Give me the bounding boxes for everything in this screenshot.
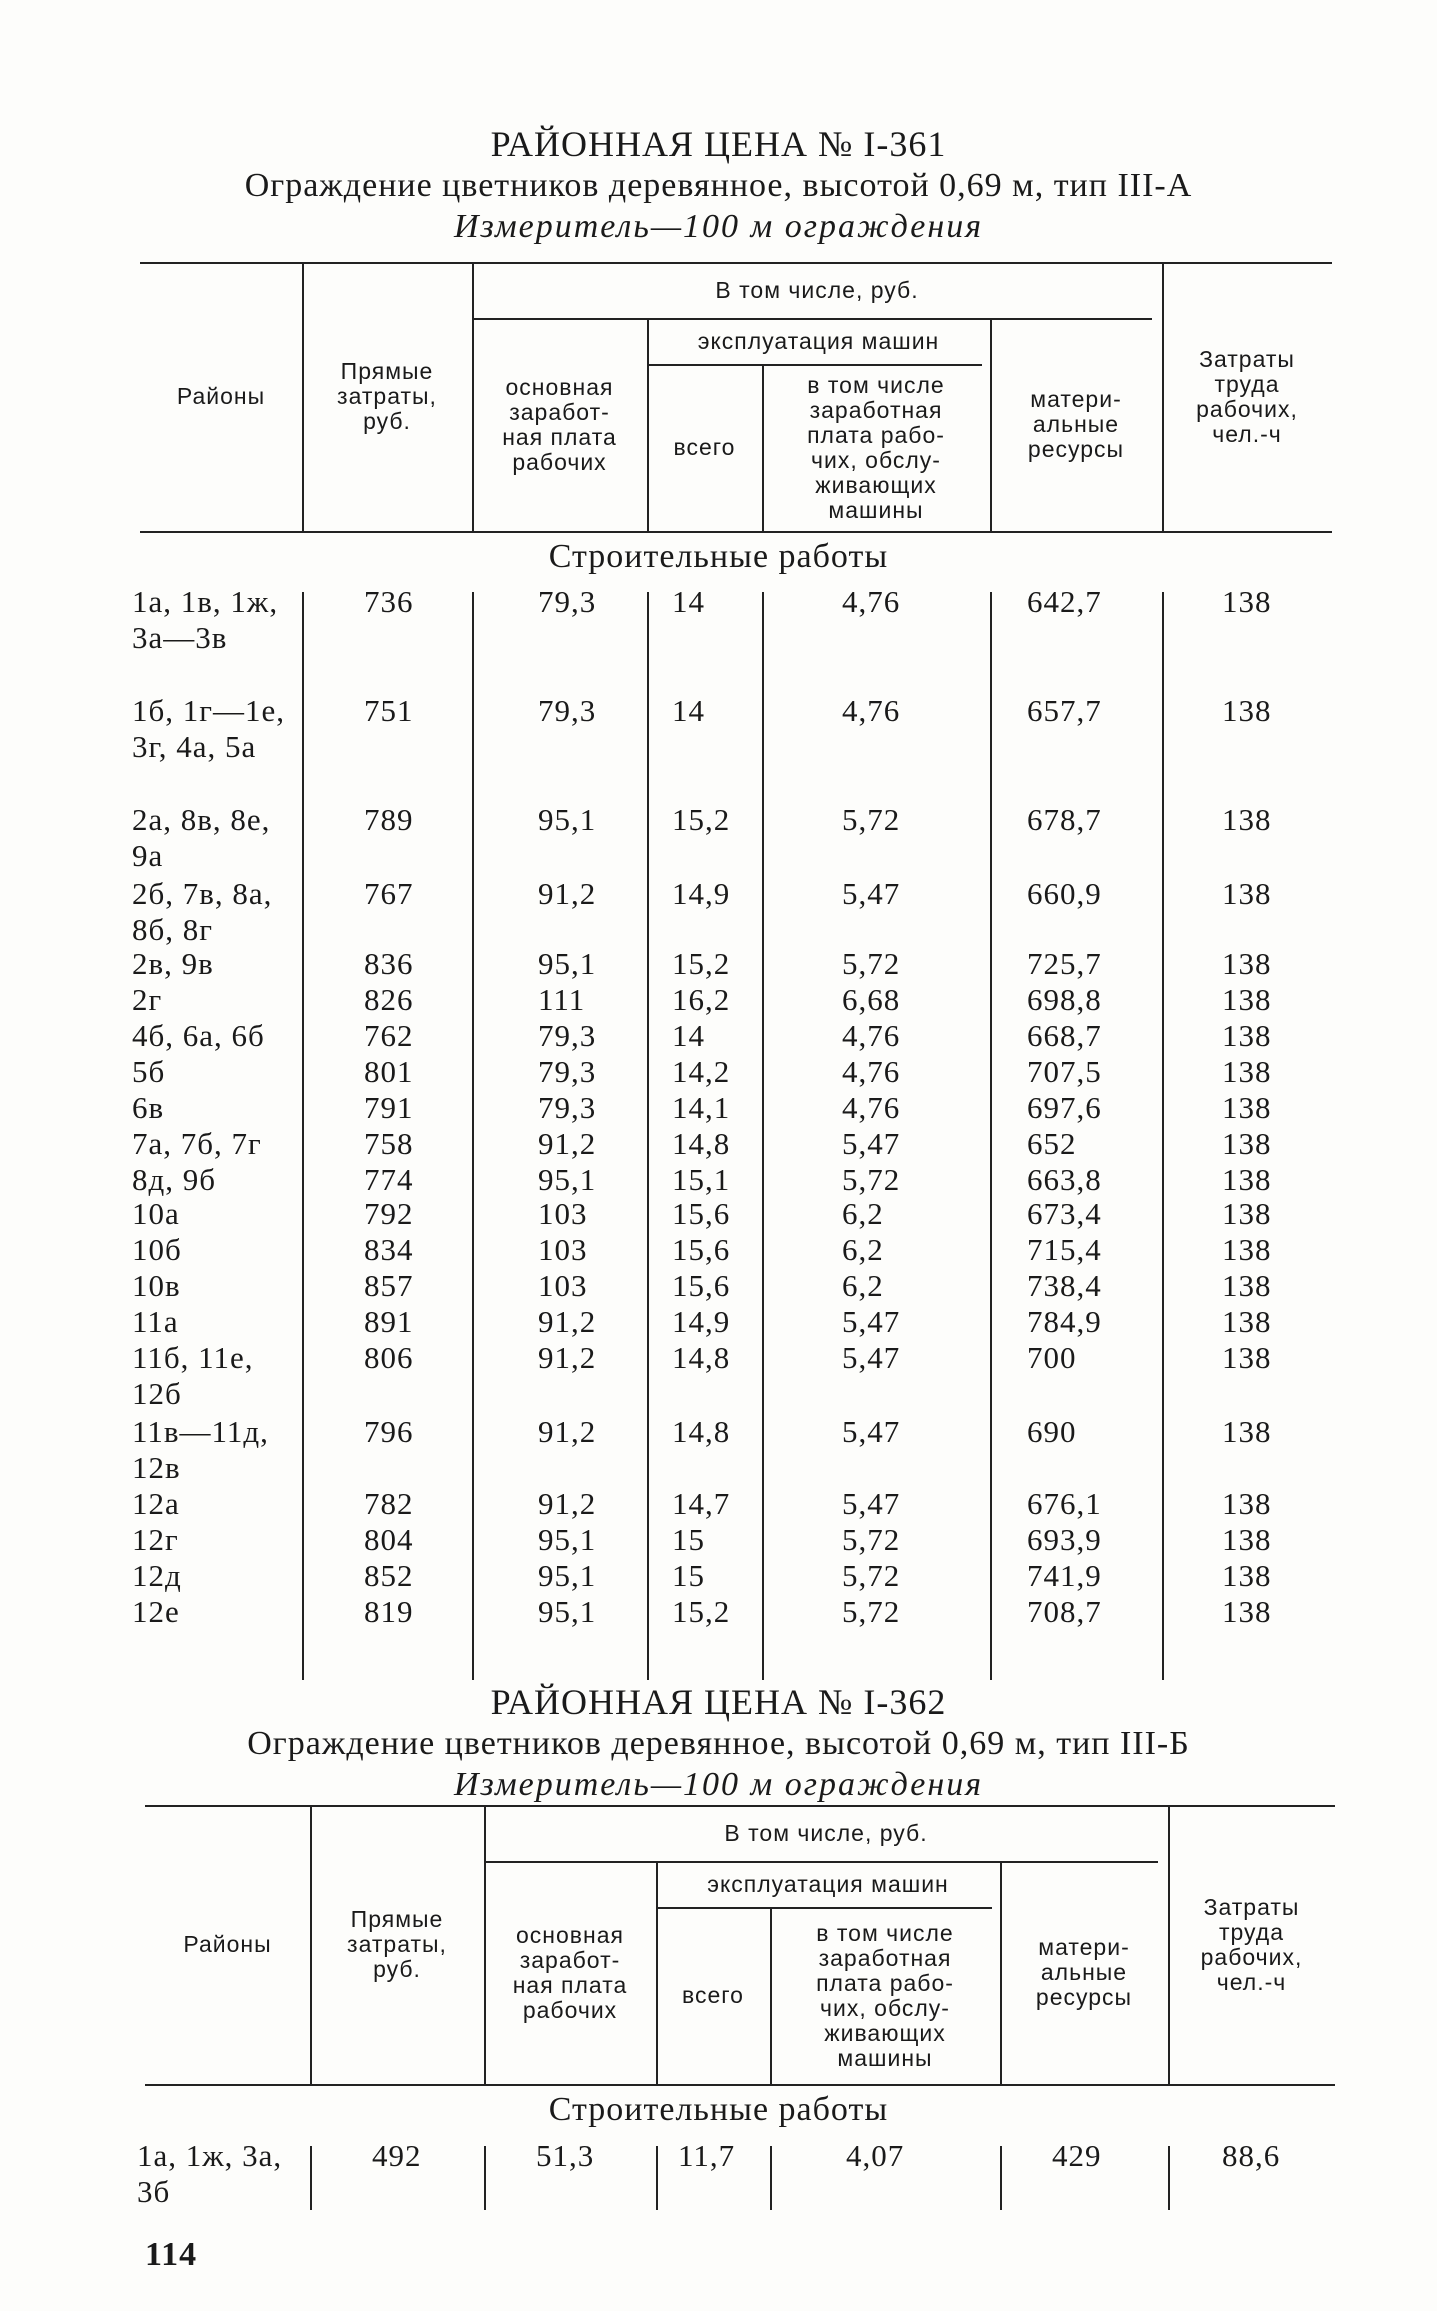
table2-header-materials (1000, 1861, 1168, 2084)
direct-cell: 792 (364, 1196, 414, 1231)
table2-header-incl-wage (770, 1907, 1000, 2084)
table2-header-incl-wage-line: машины (837, 2044, 933, 2071)
table2-header-materials-line: альные (1040, 1959, 1128, 1985)
table1-header-incl-wage-line: чих, обслу- (811, 446, 941, 473)
wage-cell: 95,1 (538, 1162, 597, 1197)
table2-header-incl-wage-line: заработная (818, 1944, 952, 1971)
table2-header-base-wage-line: рабочих (522, 1996, 618, 2023)
machine-total-cell: 15,6 (672, 1232, 731, 1267)
materials-cell: 676,1 (1027, 1486, 1102, 1521)
table1-header-labor-line: труда (1214, 370, 1280, 397)
table2-body-vline (1000, 2146, 1002, 2210)
machine-total-cell: 15 (672, 1522, 705, 1557)
direct-cell: 891 (364, 1304, 414, 1339)
wage-cell: 95,1 (538, 1594, 597, 1629)
region-cell: 10а (132, 1196, 180, 1231)
incl-wage-cell: 5,72 (842, 1162, 901, 1197)
machine-total-cell: 14,9 (672, 876, 731, 911)
incl-wage-cell: 5,72 (842, 946, 901, 981)
wage-cell: 79,3 (538, 1018, 597, 1053)
labor-cell: 138 (1222, 802, 1272, 837)
table1-title: РАЙОННАЯ ЦЕНА № I-361 (490, 124, 947, 164)
materials-cell: 429 (1052, 2138, 1102, 2173)
labor-cell: 138 (1222, 1340, 1272, 1375)
table1-header-incl-wage-line: плата рабо- (807, 421, 945, 448)
incl-wage-cell: 5,47 (842, 1304, 901, 1339)
machine-total-cell: 14 (672, 1018, 705, 1053)
region-cell: 7а, 7б, 7г (132, 1126, 262, 1161)
table1-header-base-wage-line: основная (505, 373, 614, 400)
region-cell: 11в—11д, 12в (132, 1414, 269, 1485)
table1-body-vline (1162, 592, 1164, 1680)
region-cell: 11б, 11е, 12б (132, 1340, 254, 1411)
table2-heading (0, 1680, 1437, 1806)
materials-cell: 663,8 (1027, 1162, 1102, 1197)
direct-cell: 836 (364, 946, 414, 981)
materials-cell: 652 (1027, 1126, 1077, 1161)
table1-header-materials (990, 318, 1162, 531)
table2-header-machine-operation (656, 1861, 1000, 1907)
materials-cell: 715,4 (1027, 1232, 1102, 1267)
wage-cell: 91,2 (538, 1340, 597, 1375)
materials-cell: 673,4 (1027, 1196, 1102, 1231)
table1-section-label: Строительные работы (548, 538, 889, 575)
labor-cell: 138 (1222, 876, 1272, 911)
table2-body-vline (656, 2146, 658, 2210)
table2-header-labor-line: чел.-ч (1216, 1968, 1287, 1995)
table2-header-incl-wage-line: в том числе (816, 1919, 954, 1946)
direct-cell: 791 (364, 1090, 414, 1125)
region-cell: 2б, 7в, 8а, 8б, 8г (132, 876, 273, 947)
materials-cell: 741,9 (1027, 1558, 1102, 1593)
direct-cell: 767 (364, 876, 414, 911)
table1-header-base-wage-line: заработ- (509, 398, 610, 425)
incl-wage-cell: 4,76 (842, 693, 901, 728)
table1-header-including-line: В том числе, руб. (715, 276, 919, 303)
incl-wage-cell: 5,72 (842, 1558, 901, 1593)
table2-header-materials-line: ресурсы (1035, 1984, 1133, 2010)
table1-header-labor-line: рабочих, (1196, 395, 1298, 422)
labor-cell: 138 (1222, 1090, 1272, 1125)
table1-header-labor-line: Затраты (1199, 345, 1295, 372)
table1-body-vline (762, 592, 764, 1680)
direct-cell: 492 (372, 2138, 422, 2173)
region-cell: 2в, 9в (132, 946, 214, 981)
wage-cell: 103 (538, 1268, 588, 1303)
region-cell: 4б, 6а, 6б (132, 1018, 265, 1053)
materials-cell: 668,7 (1027, 1018, 1102, 1053)
table1-body-vline (472, 592, 474, 1680)
wage-cell: 95,1 (538, 946, 597, 981)
labor-cell: 138 (1222, 1232, 1272, 1267)
direct-cell: 782 (364, 1486, 414, 1521)
table2-title: РАЙОННАЯ ЦЕНА № I-362 (490, 1682, 947, 1722)
region-cell: 12д (132, 1558, 182, 1593)
table2-header-incl-wage-line: живающих (824, 2019, 946, 2046)
table2-header-base-wage-line: ная плата (512, 1971, 628, 1998)
incl-wage-cell: 5,72 (842, 1594, 901, 1629)
incl-wage-cell: 6,2 (842, 1232, 884, 1267)
region-cell: 5б (132, 1054, 166, 1089)
region-cell: 1б, 1г—1е, 3г, 4а, 5а (132, 693, 285, 764)
direct-cell: 834 (364, 1232, 414, 1267)
labor-cell: 138 (1222, 693, 1272, 728)
table1-header-incl-wage-line: живающих (815, 471, 937, 498)
materials-cell: 698,8 (1027, 982, 1102, 1017)
table1-header-base-wage-line: рабочих (512, 448, 607, 475)
direct-cell: 762 (364, 1018, 414, 1053)
incl-wage-cell: 6,2 (842, 1196, 884, 1231)
table2-header-direct-costs-line: руб. (373, 1956, 421, 1982)
table1-header-machine-operation-line: эксплуатация машин (697, 327, 940, 354)
table2-header-incl-wage-line: чих, обслу- (820, 1994, 950, 2021)
table2-header-machine-operation-line: эксплуатация машин (707, 1870, 949, 1897)
materials-cell: 690 (1027, 1414, 1077, 1449)
machine-total-cell: 14,2 (672, 1054, 731, 1089)
table2-header-labor-line: Затраты (1203, 1893, 1300, 1920)
machine-total-cell: 15,2 (672, 802, 731, 837)
wage-cell: 95,1 (538, 802, 597, 837)
table2-header-including (484, 1805, 1168, 1861)
region-cell: 12г (132, 1522, 179, 1557)
materials-cell: 708,7 (1027, 1594, 1102, 1629)
machine-total-cell: 14,8 (672, 1414, 731, 1449)
direct-cell: 852 (364, 1558, 414, 1593)
table1-header-incl-wage-line: заработная (809, 396, 943, 423)
table2-header-base-wage-line: заработ- (519, 1946, 621, 1973)
incl-wage-cell: 4,76 (842, 584, 901, 619)
table2-header-labor (1168, 1805, 1335, 2084)
table2-header-incl-wage-line: плата рабо- (816, 1969, 954, 1996)
table1-header-materials-line: ресурсы (1027, 436, 1125, 462)
table1-measure: Измеритель—100 м ограждения (453, 208, 984, 245)
materials-cell: 697,6 (1027, 1090, 1102, 1125)
wage-cell: 79,3 (538, 1090, 597, 1125)
materials-cell: 642,7 (1027, 584, 1102, 619)
table1-header-base-wage (472, 318, 647, 531)
table1-header-labor (1162, 262, 1332, 531)
region-cell: 12е (132, 1594, 180, 1629)
direct-cell: 758 (364, 1126, 414, 1161)
materials-cell: 725,7 (1027, 946, 1102, 981)
table1-header-machine-operation (647, 318, 990, 364)
table1-header-total-line: всего (673, 434, 736, 460)
table1-header-base-wage-line: ная плата (502, 423, 617, 450)
direct-cell: 806 (364, 1340, 414, 1375)
labor-cell: 138 (1222, 1594, 1272, 1629)
labor-cell: 138 (1222, 1196, 1272, 1231)
incl-wage-cell: 4,76 (842, 1090, 901, 1125)
table2-header-materials-line: матери- (1038, 1934, 1130, 1960)
table1-header-including (472, 262, 1162, 318)
materials-cell: 693,9 (1027, 1522, 1102, 1557)
wage-cell: 111 (538, 982, 586, 1017)
direct-cell: 789 (364, 802, 414, 837)
labor-cell: 138 (1222, 1054, 1272, 1089)
wage-cell: 91,2 (538, 876, 597, 911)
machine-total-cell: 14,1 (672, 1090, 731, 1125)
direct-cell: 796 (364, 1414, 414, 1449)
incl-wage-cell: 5,47 (842, 1126, 901, 1161)
table2-header-including-line: В том числе, руб. (724, 1819, 928, 1846)
wage-cell: 95,1 (538, 1558, 597, 1593)
region-cell: 10б (132, 1232, 182, 1267)
direct-cell: 857 (364, 1268, 414, 1303)
labor-cell: 138 (1222, 1558, 1272, 1593)
table1-header-regions-line: Районы (176, 383, 266, 409)
table1-heading (0, 122, 1437, 248)
labor-cell: 138 (1222, 1018, 1272, 1053)
labor-cell: 138 (1222, 1304, 1272, 1339)
table1-header-materials-line: альные (1032, 411, 1120, 437)
machine-total-cell: 14,8 (672, 1340, 731, 1375)
table2-header-base-wage-line: основная (516, 1921, 624, 1948)
labor-cell: 138 (1222, 1162, 1272, 1197)
table2-subtitle: Ограждение цветников деревянное, высотой 0,69 м, тип III-Б (247, 1725, 1190, 1762)
direct-cell: 736 (364, 584, 414, 619)
table1-header-materials-line: матери- (1030, 386, 1122, 412)
machine-total-cell: 16,2 (672, 982, 731, 1017)
page-number: 114 (145, 2236, 198, 2273)
table1-header-labor-line: чел.-ч (1212, 420, 1282, 447)
wage-cell: 91,2 (538, 1486, 597, 1521)
table2-header-total-line: всего (682, 1982, 744, 2008)
labor-cell: 138 (1222, 1414, 1272, 1449)
table2-header-bottom-rule (145, 2084, 1335, 2086)
region-cell: 1а, 1в, 1ж, 3а—3в (132, 584, 279, 655)
materials-cell: 660,9 (1027, 876, 1102, 911)
machine-total-cell: 14,9 (672, 1304, 731, 1339)
machine-total-cell: 15,6 (672, 1196, 731, 1231)
table2-header-direct-costs-line: Прямые (350, 1906, 444, 1932)
incl-wage-cell: 5,47 (842, 876, 901, 911)
wage-cell: 103 (538, 1196, 588, 1231)
incl-wage-cell: 5,47 (842, 1340, 901, 1375)
incl-wage-cell: 4,07 (846, 2138, 905, 2173)
incl-wage-cell: 5,47 (842, 1486, 901, 1521)
table1-subtitle: Ограждение цветников деревянное, высотой 0,69 м, тип III-А (244, 167, 1193, 204)
table2-header-direct-costs (310, 1805, 484, 2084)
table1-header-incl-wage (762, 364, 990, 531)
region-cell: 6в (132, 1090, 165, 1125)
table2-section-label: Строительные работы (548, 2091, 889, 2128)
labor-cell: 138 (1222, 1486, 1272, 1521)
table1-header-total (647, 364, 762, 531)
machine-total-cell: 14,8 (672, 1126, 731, 1161)
materials-cell: 700 (1027, 1340, 1077, 1375)
incl-wage-cell: 4,76 (842, 1054, 901, 1089)
region-cell: 12а (132, 1486, 180, 1521)
direct-cell: 801 (364, 1054, 414, 1089)
region-cell: 2а, 8в, 8е, 9а (132, 802, 271, 873)
materials-cell: 707,5 (1027, 1054, 1102, 1089)
table1-body-vline (302, 592, 304, 1680)
labor-cell: 138 (1222, 1126, 1272, 1161)
region-cell: 1а, 1ж, 3а, 3б (137, 2138, 283, 2209)
labor-cell: 88,6 (1222, 2138, 1281, 2173)
materials-cell: 784,9 (1027, 1304, 1102, 1339)
machine-total-cell: 15,6 (672, 1268, 731, 1303)
table2-measure: Измеритель—100 м ограждения (453, 1766, 984, 1803)
table1-header-incl-wage-line: машины (828, 496, 924, 523)
table2-header-direct-costs-line: затраты, (347, 1931, 447, 1957)
machine-total-cell: 15 (672, 1558, 705, 1593)
incl-wage-cell: 6,68 (842, 982, 901, 1017)
wage-cell: 51,3 (536, 2138, 595, 2173)
table1-header-bottom-rule (140, 531, 1332, 533)
incl-wage-cell: 4,76 (842, 1018, 901, 1053)
machine-total-cell: 15,2 (672, 946, 731, 981)
table2-body-vline (1168, 2146, 1170, 2210)
machine-total-cell: 15,1 (672, 1162, 731, 1197)
table2-header-labor-line: рабочих, (1200, 1943, 1303, 1970)
table1-body-vline (990, 592, 992, 1680)
table2-header-regions (145, 1805, 310, 2084)
region-cell: 11а (132, 1304, 179, 1339)
labor-cell: 138 (1222, 982, 1272, 1017)
machine-total-cell: 14,7 (672, 1486, 731, 1521)
machine-total-cell: 14 (672, 584, 705, 619)
table2-header-base-wage (484, 1861, 656, 2084)
direct-cell: 819 (364, 1594, 414, 1629)
wage-cell: 95,1 (538, 1522, 597, 1557)
table2-header-regions-line: Районы (183, 1931, 272, 1957)
table1-header-regions (140, 262, 302, 531)
table1-body-vline (647, 592, 649, 1680)
table2-header-total (656, 1907, 770, 2084)
table1-header-incl-wage-line: в том числе (807, 371, 945, 398)
table1-header-direct-costs-line: руб. (363, 408, 411, 434)
table2-body-vline (770, 2146, 772, 2210)
direct-cell: 804 (364, 1522, 414, 1557)
table2-body-vline (310, 2146, 312, 2210)
direct-cell: 751 (364, 693, 414, 728)
region-cell: 10в (132, 1268, 181, 1303)
wage-cell: 103 (538, 1232, 588, 1267)
labor-cell: 138 (1222, 946, 1272, 981)
incl-wage-cell: 5,47 (842, 1414, 901, 1449)
labor-cell: 138 (1222, 1268, 1272, 1303)
incl-wage-cell: 5,72 (842, 802, 901, 837)
direct-cell: 826 (364, 982, 414, 1017)
table1-header-direct-costs-line: затраты, (337, 383, 437, 409)
incl-wage-cell: 5,72 (842, 1522, 901, 1557)
wage-cell: 79,3 (538, 1054, 597, 1089)
table1-header-direct-costs (302, 262, 472, 531)
table2-header-labor-line: труда (1218, 1918, 1284, 1945)
region-cell: 2г (132, 982, 163, 1017)
wage-cell: 91,2 (538, 1304, 597, 1339)
machine-total-cell: 15,2 (672, 1594, 731, 1629)
materials-cell: 678,7 (1027, 802, 1102, 837)
labor-cell: 138 (1222, 1522, 1272, 1557)
incl-wage-cell: 6,2 (842, 1268, 884, 1303)
direct-cell: 774 (364, 1162, 414, 1197)
materials-cell: 738,4 (1027, 1268, 1102, 1303)
region-cell: 8д, 9б (132, 1162, 217, 1197)
machine-total-cell: 14 (672, 693, 705, 728)
wage-cell: 79,3 (538, 584, 597, 619)
table2-body-vline (484, 2146, 486, 2210)
wage-cell: 79,3 (538, 693, 597, 728)
machine-total-cell: 11,7 (678, 2138, 736, 2173)
labor-cell: 138 (1222, 584, 1272, 619)
wage-cell: 91,2 (538, 1414, 597, 1449)
table1-header-direct-costs-line: Прямые (340, 358, 434, 384)
wage-cell: 91,2 (538, 1126, 597, 1161)
materials-cell: 657,7 (1027, 693, 1102, 728)
